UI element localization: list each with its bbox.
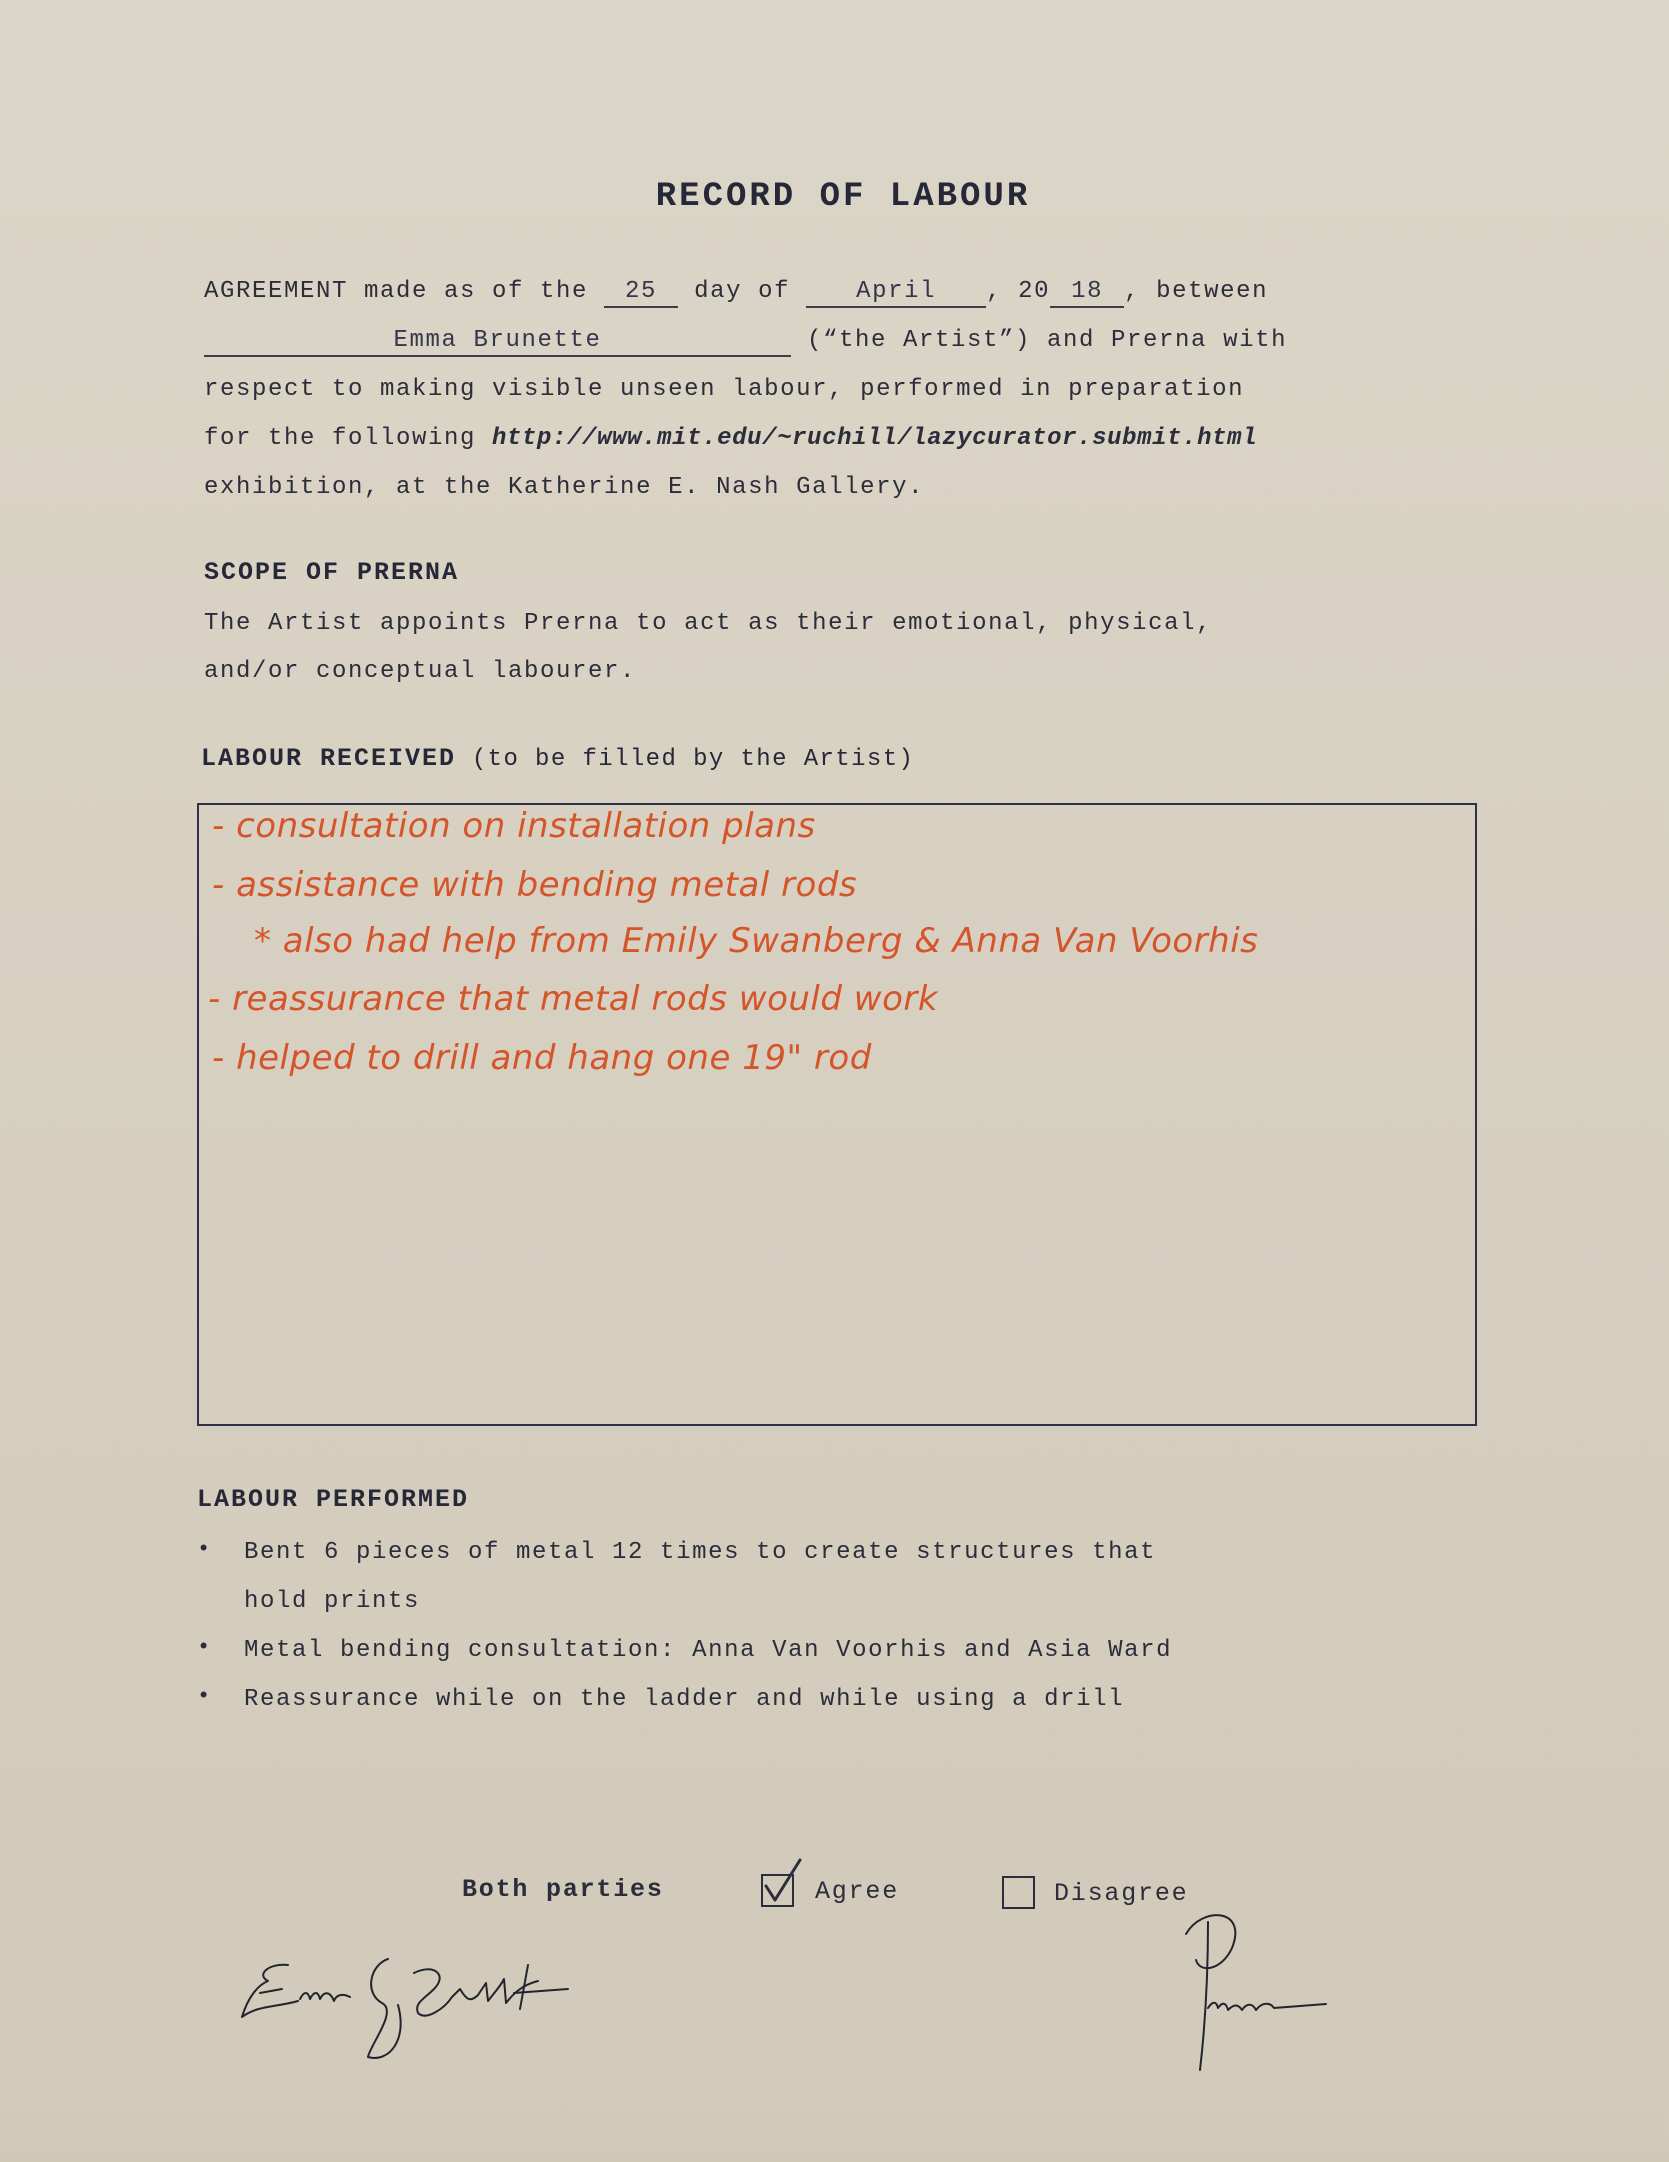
prerna-signature xyxy=(1178,1908,1333,2078)
scope-line-1: The Artist appoints Prerna to act as their emotional, physical, xyxy=(204,610,1213,637)
agreement-text-2: day of xyxy=(678,278,807,305)
day-field: 25 xyxy=(604,280,678,308)
agreement-text-6: for the following xyxy=(204,425,493,452)
agreement-line-2 xyxy=(204,327,1287,357)
labour-received-title: LABOUR RECEIVED xyxy=(201,744,457,773)
performed-item-1: Bent 6 pieces of metal 12 times to create structures that xyxy=(244,1539,1157,1566)
handwritten-entry-5: - helped to drill and hang one 19" rod xyxy=(212,1038,872,1078)
agreement-line-5: exhibition, at the Katherine E. Nash Gallery. xyxy=(204,474,925,501)
disagree-label: Disagree xyxy=(1054,1879,1189,1908)
bullet-2: • xyxy=(197,1635,211,1660)
labour-received-heading xyxy=(201,744,914,773)
handwritten-entry-4: - reassurance that metal rods would work xyxy=(208,979,939,1019)
artist-signature xyxy=(238,1945,583,2063)
bullet-3: • xyxy=(197,1684,211,1709)
exhibition-url: http://www.mit.edu/~ruchill/lazycurator.submit.html xyxy=(492,425,1258,452)
agreement-line-4 xyxy=(204,425,1257,452)
agreement-text-5: (“the Artist”) and Prerna with xyxy=(791,327,1288,354)
both-parties-label: Both parties xyxy=(462,1875,664,1904)
agreement-line-3: respect to making visible unseen labour, performed in preparation xyxy=(204,376,1245,403)
agreement-line-1 xyxy=(204,278,1268,308)
performed-item-2: Metal bending consultation: Anna Van Voorhis and Asia Ward xyxy=(244,1637,1173,1664)
year-field: 18 xyxy=(1050,280,1124,308)
performed-item-3: Reassurance while on the ladder and while using a drill xyxy=(244,1686,1125,1713)
handwritten-entry-3: * also had help from Emily Swanberg & Anna Van Voorhis xyxy=(254,921,1259,961)
checkmark-icon xyxy=(758,1856,808,1912)
agree-label: Agree xyxy=(815,1877,900,1906)
handwritten-entry-1: - consultation on installation plans xyxy=(212,806,816,846)
labour-performed-heading: LABOUR PERFORMED xyxy=(197,1485,470,1514)
bullet-1: • xyxy=(197,1537,211,1562)
labour-received-note: (to be filled by the Artist) xyxy=(456,746,915,773)
scope-line-2: and/or conceptual labourer. xyxy=(204,658,637,685)
artist-name-field: Emma Brunette xyxy=(204,329,791,357)
paper-bottom-edge xyxy=(0,2152,1669,2162)
document-title: RECORD OF LABOUR xyxy=(655,178,1031,216)
month-field: April xyxy=(806,280,986,308)
agreement-text-3: , 20 xyxy=(986,278,1051,305)
scope-heading: SCOPE OF PRERNA xyxy=(204,558,460,587)
agreement-text-1: AGREEMENT made as of the xyxy=(204,278,605,305)
handwritten-entry-2: - assistance with bending metal rods xyxy=(212,865,858,905)
agreement-text-4: , between xyxy=(1124,278,1269,305)
performed-item-1-cont: hold prints xyxy=(244,1588,421,1615)
disagree-checkbox[interactable] xyxy=(1002,1876,1035,1909)
